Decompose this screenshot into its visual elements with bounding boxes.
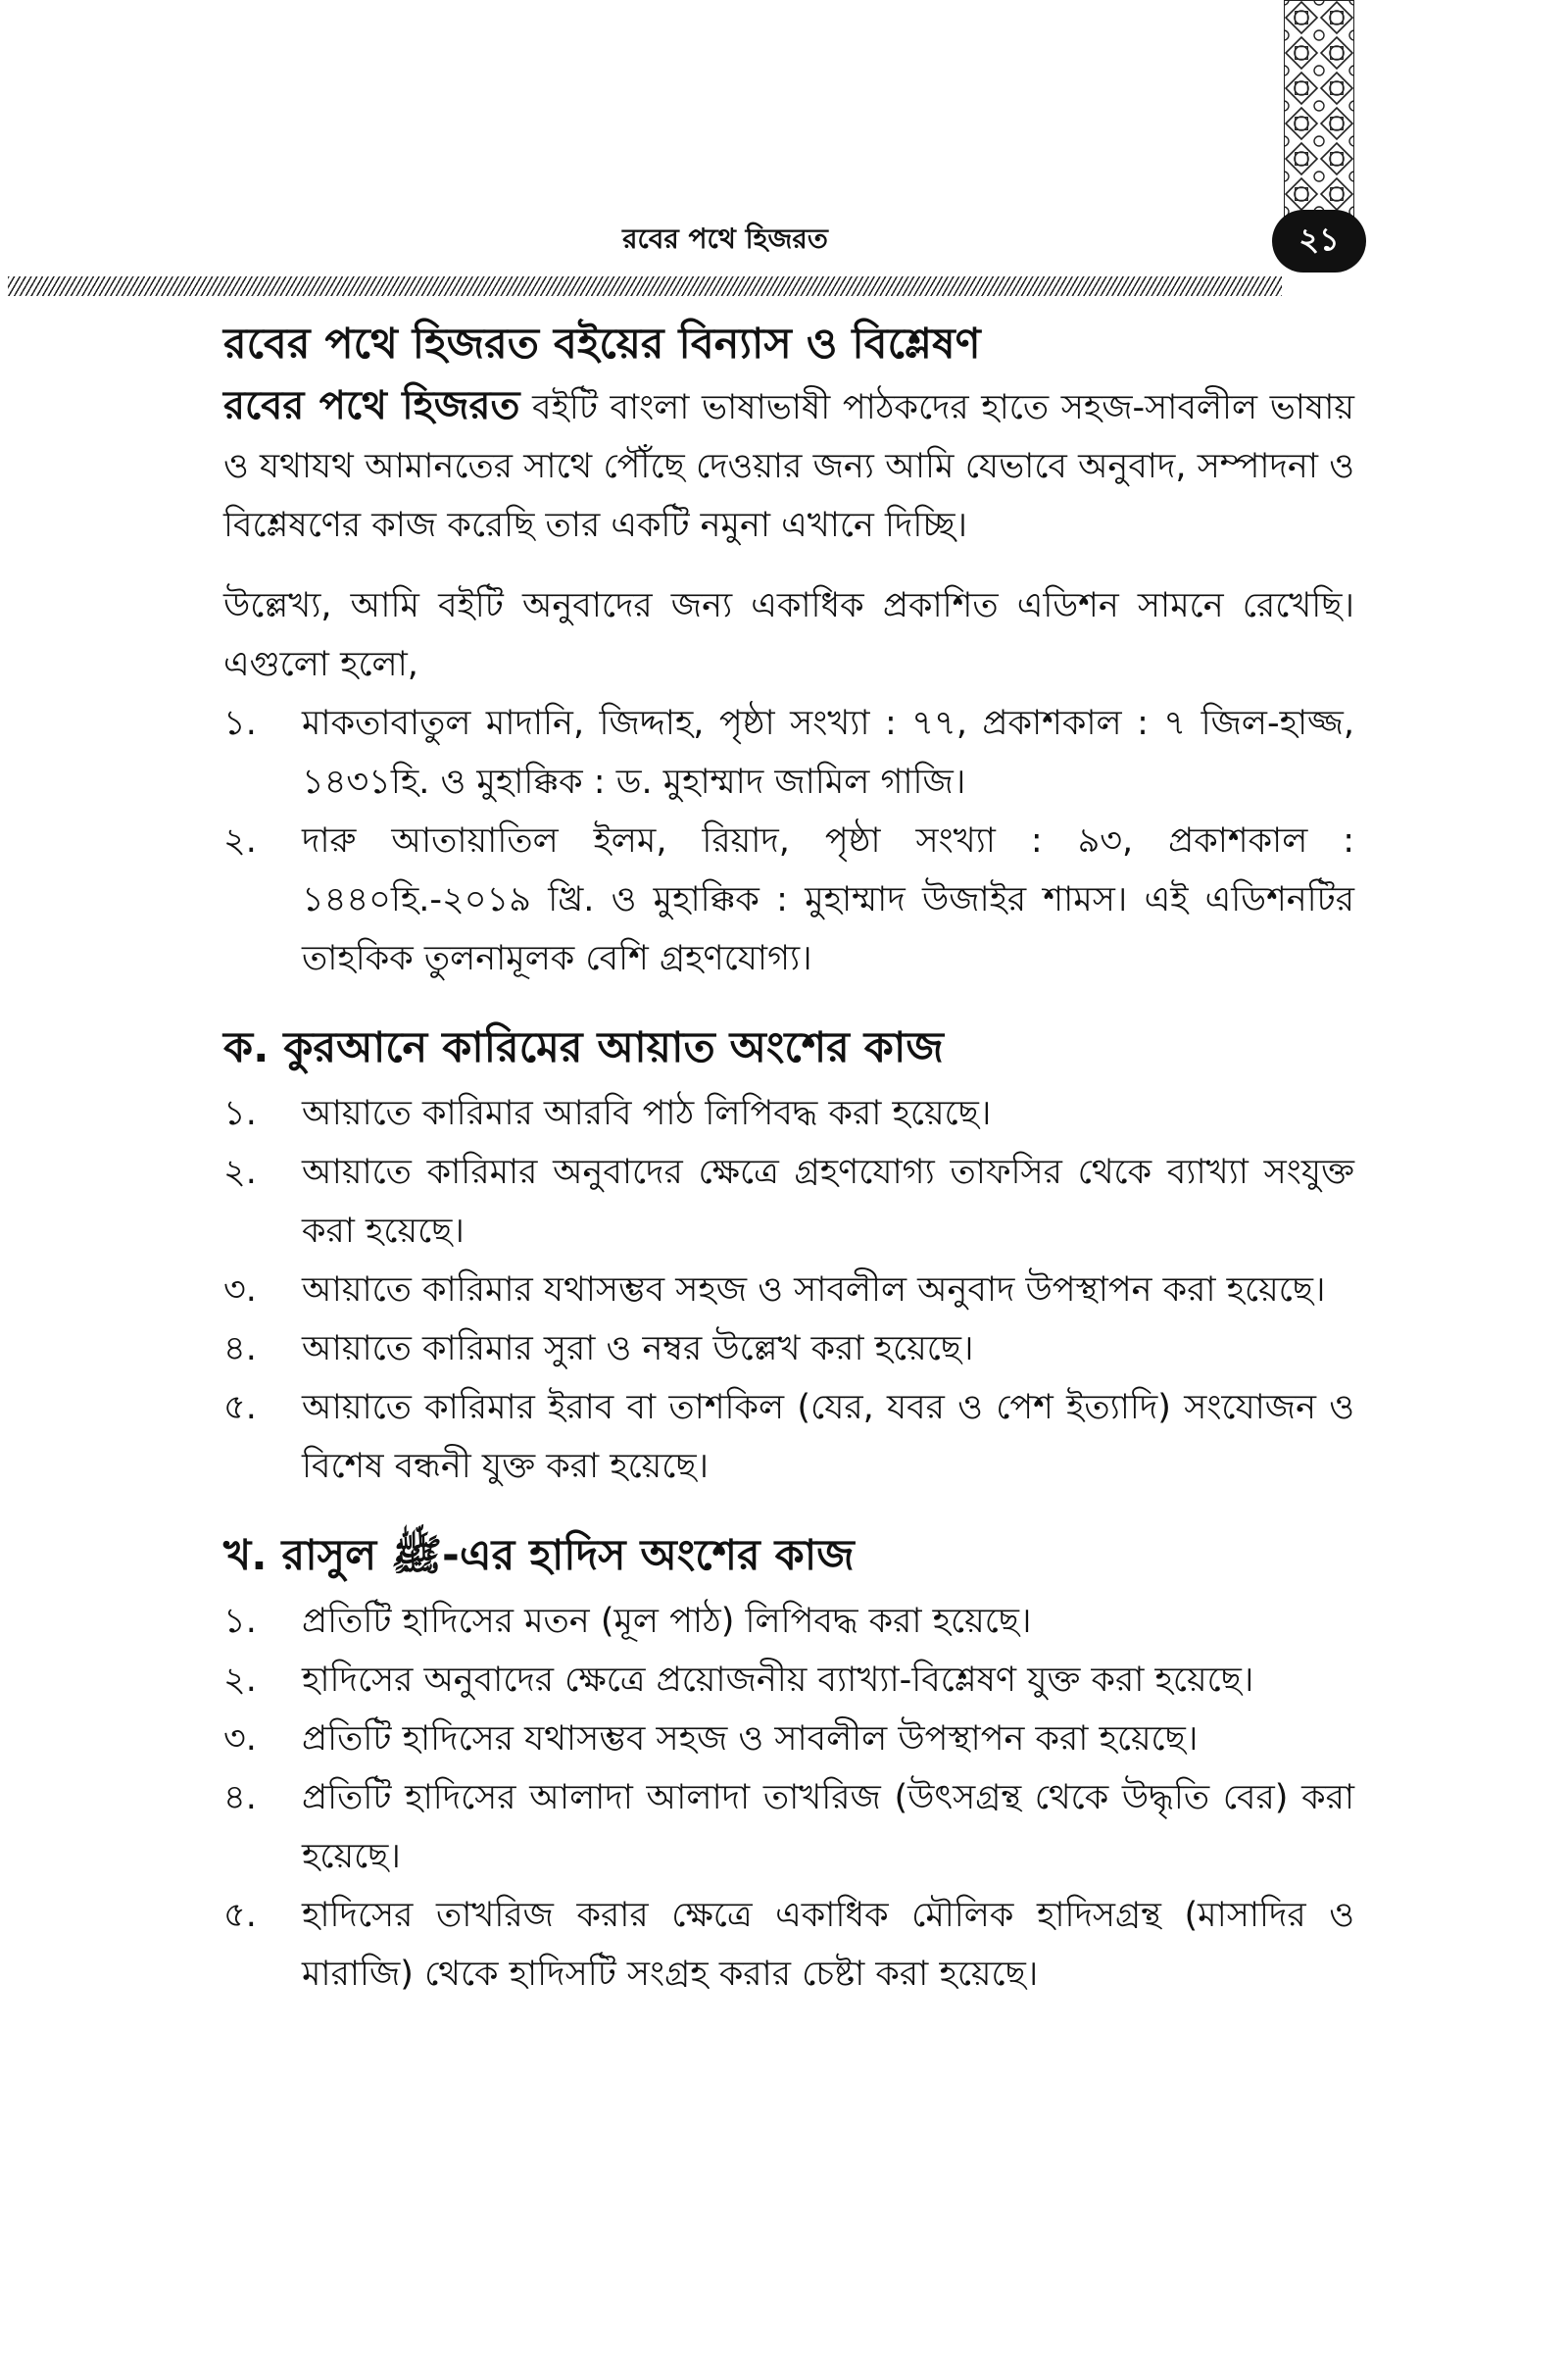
- list-item: [223, 1651, 1354, 1710]
- hadith-work-list: [223, 1592, 1354, 2004]
- item-text: দারু আতায়াতিল ইলম, রিয়াদ, পৃষ্ঠা সংখ্যা : ৯৩, প্রকাশকাল : ১৪৪০হি.-২০১৯ খ্রি. ও মুহাক্কিক : মুহাম্মাদ উজাইর শামস। এই এডিশনটির তাহকিক তুলনামূলক বেশি গ্রহণযোগ্য।: [302, 821, 1354, 978]
- list-item: [223, 1592, 1354, 1651]
- item-number: ৪.: [223, 1778, 257, 1817]
- list-item: [223, 1886, 1354, 2004]
- list-item: [223, 1378, 1354, 1496]
- item-number: ১.: [223, 1602, 257, 1641]
- header-hatched-rule: [8, 276, 1282, 296]
- hadith-section-heading: খ. রাসুল ﷺ-এর হাদিস অংশের কাজ: [223, 1531, 855, 1580]
- list-item: [223, 1143, 1354, 1261]
- item-number: ৫.: [223, 1388, 257, 1427]
- book-name: রবের পথে হিজরত: [223, 383, 520, 428]
- page-number-badge: ২১: [1272, 210, 1366, 273]
- item-text: প্রতিটি হাদিসের মতন (মূল পাঠ) লিপিবদ্ধ করা হয়েছে।: [302, 1602, 1032, 1641]
- list-item: [223, 1768, 1354, 1886]
- item-text: হাদিসের তাখরিজ করার ক্ষেত্রে একাধিক মৌলিক হাদিসগ্রন্থ (মাসাদির ও মারাজি) থেকে হাদিসটি সংগ্রহ করার চেষ্টা করা হয়েছে।: [302, 1896, 1354, 1994]
- list-item: [223, 1710, 1354, 1768]
- item-text: আয়াতে কারিমার যথাসম্ভব সহজ ও সাবলীল অনুবাদ উপস্থাপন করা হয়েছে।: [302, 1270, 1326, 1310]
- editions-intro: উল্লেখ্য, আমি বইটি অনুবাদের জন্য একাধিক প্রকাশিত এডিশন সামনে রেখেছি। এগুলো হলো,: [223, 586, 1354, 684]
- item-text: আয়াতে কারিমার অনুবাদের ক্ষেত্রে গ্রহণযোগ্য তাফসির থেকে ব্যাখ্যা সংযুক্ত করা হয়েছে।: [302, 1153, 1354, 1251]
- decorative-border-ornament: [1284, 0, 1354, 218]
- item-number: ৩.: [223, 1719, 257, 1759]
- item-number: ১.: [223, 1094, 257, 1133]
- item-text: আয়াতে কারিমার আরবি পাঠ লিপিবদ্ধ করা হয়েছে।: [302, 1094, 992, 1133]
- quran-section-heading: ক. কুরআনে কারিমের আয়াত অংশের কাজ: [223, 1023, 944, 1072]
- item-text: প্রতিটি হাদিসের আলাদা আলাদা তাখরিজ (উৎসগ্রন্থ থেকে উদ্ধৃতি বের) করা হয়েছে।: [302, 1778, 1354, 1876]
- item-text: আয়াতে কারিমার সুরা ও নম্বর উল্লেখ করা হয়েছে।: [302, 1329, 974, 1368]
- running-head: রবের পথে হিজরত: [622, 223, 828, 255]
- item-text: আয়াতে কারিমার ইরাব বা তাশকিল (যের, যবর ও পেশ ইত্যাদি) সংযোজন ও বিশেষ বন্ধনী যুক্ত করা হয়েছে।: [302, 1388, 1354, 1486]
- item-number: ২.: [223, 821, 257, 861]
- item-number: ৪.: [223, 1329, 257, 1368]
- item-number: ৫.: [223, 1896, 257, 1935]
- list-item: [223, 1084, 1354, 1143]
- item-number: ২.: [223, 1661, 257, 1700]
- list-item: [223, 812, 1354, 988]
- item-number: ১.: [223, 704, 257, 743]
- list-item: [223, 694, 1354, 812]
- item-number: ২.: [223, 1153, 257, 1192]
- intro-text: বইটি বাংলা ভাষাভাষী পাঠকদের হাতে সহজ-সাবলীল ভাষায় ও যথাযথ আমানতের সাথে পৌঁছে দেওয়ার জন্য আমি যেভাবে অনুবাদ, সম্পাদনা ও বিশ্লেষণের কাজ করেছি তার একটি নমুনা এখানে দিচ্ছি।: [223, 388, 1354, 545]
- intro-paragraph: [223, 376, 1354, 555]
- item-number: ৩.: [223, 1270, 257, 1310]
- quran-work-list: [223, 1084, 1354, 1496]
- item-text: হাদিসের অনুবাদের ক্ষেত্রে প্রয়োজনীয় ব্যাখ্যা-বিশ্লেষণ যুক্ত করা হয়েছে।: [302, 1661, 1254, 1700]
- section-title: রবের পথে হিজরত বইয়ের বিন্যাস ও বিশ্লেষণ: [223, 320, 981, 369]
- list-item: [223, 1261, 1354, 1319]
- item-text: প্রতিটি হাদিসের যথাসম্ভব সহজ ও সাবলীল উপস্থাপন করা হয়েছে।: [302, 1719, 1199, 1759]
- list-item: [223, 1319, 1354, 1378]
- page-content: [223, 312, 1354, 2004]
- editions-list: [223, 694, 1354, 988]
- item-text: মাকতাবাতুল মাদানি, জিদ্দাহ, পৃষ্ঠা সংখ্যা : ৭৭, প্রকাশকাল : ৭ জিল-হাজ্জ, ১৪৩১হি. ও মুহাক্কিক : ড. মুহাম্মাদ জামিল গাজি।: [302, 704, 1354, 802]
